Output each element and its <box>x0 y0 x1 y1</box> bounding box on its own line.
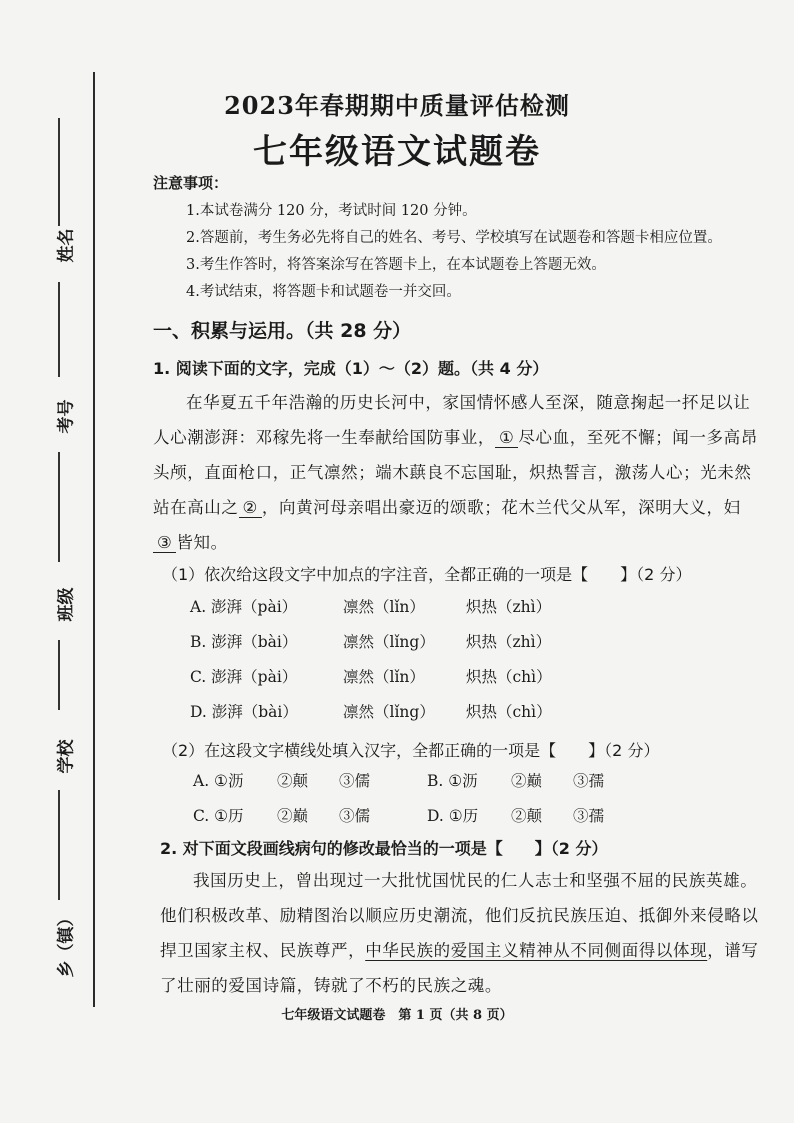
name-label: 姓名 <box>56 228 77 263</box>
notes-item: 2.答题前，考生务必先将自己的姓名、考号、学校填写在试题卷和答题卡相应位置。 <box>186 230 722 246</box>
question-1-stem: 1. 阅读下面的文字，完成（1）～（2）题。（共 4 分） <box>153 359 549 378</box>
exam-subtitle: 七年级语文试题卷 <box>253 132 541 172</box>
underlined-sentence: 中华民族的爱国主义精神从不同侧面得以体现 <box>365 941 708 960</box>
class-label: 班级 <box>56 587 77 622</box>
option-text: 炽热（chì） <box>466 668 552 686</box>
option-text: C. ①历 <box>193 807 244 825</box>
option-text: D. 澎湃（bài） <box>190 703 298 721</box>
option-text: 炽热（zhì） <box>466 633 552 651</box>
option-text: 凛然（lǐng） <box>343 703 435 721</box>
town-field-line <box>58 790 60 900</box>
option-text: B. ①沥 <box>427 772 478 790</box>
option-row <box>190 590 764 625</box>
passage-text: 尽心血，至死不懈；闻一多高昂头颅，直面枪口，正气凛然；端木蕻良不忘国耻，炽热誓言，激荡人心；光未然站在高山之 <box>153 428 758 517</box>
option-row <box>193 799 764 834</box>
class-field-line <box>58 452 60 562</box>
notes-list <box>153 198 764 306</box>
option-text: C. 澎湃（pài） <box>190 668 298 686</box>
sub-question-1-options <box>190 590 764 730</box>
option-row <box>193 764 764 799</box>
option-row <box>190 695 764 730</box>
section-heading: 一、积累与运用。（共 28 分） <box>153 320 412 342</box>
option-text: 炽热（zhì） <box>466 598 552 616</box>
sub-question-2-stem: （2）在这段文字横线处填入汉字，全都正确的一项是【 】（2 分） <box>162 741 660 760</box>
option-text: 凛然（lǐng） <box>343 633 435 651</box>
passage-text: ，向黄河母亲唱出豪迈的颂歌；花木兰代父从军，深明大义，妇 <box>261 498 741 517</box>
passage-text: 在华夏五千年浩瀚的历史长河中，家国情怀感人至深，随意掬起一抔足以让人心潮澎湃：邓稼先将一生奉献给国防事业， <box>153 393 751 447</box>
option-text: ③儒 <box>339 772 371 790</box>
option-text: 炽热（chì） <box>466 703 552 721</box>
option-text: D. ①历 <box>427 807 479 825</box>
school-field-line <box>58 640 60 710</box>
option-text: ②巅 <box>511 772 543 790</box>
exam-no-label: 考号 <box>56 399 77 434</box>
passage-text: ，谱写了壮丽的爱国诗篇，铸就了不朽的民族之魂。 <box>160 941 759 995</box>
sub-question-2-options <box>193 764 764 834</box>
page-footer: 七年级语文试题卷 第 1 页（共 8 页） <box>281 1008 513 1023</box>
option-row <box>190 660 764 695</box>
notes-item: 1.本试卷满分 120 分，考试时间 120 分钟。 <box>186 203 477 219</box>
notes-item: 3.考生作答时，将答案涂写在答题卡上，在本试题卷上答题无效。 <box>186 257 606 273</box>
question-2-stem: 2. 对下面文段画线病句的修改最恰当的一项是【 】（2 分） <box>160 839 608 858</box>
option-text: 凛然（lǐn） <box>343 598 425 616</box>
binding-line <box>93 72 95 1007</box>
exam-no-field-line <box>58 282 60 377</box>
school-label: 学校 <box>56 739 77 774</box>
question-1-passage <box>153 385 764 560</box>
option-text: A. 澎湃（pài） <box>190 598 298 616</box>
option-text: 凛然（lǐn） <box>343 668 425 686</box>
blank-2: ② <box>239 498 262 518</box>
option-text: ③孺 <box>573 807 605 825</box>
notes-item: 4.考试结束，将答题卡和试题卷一并交回。 <box>186 284 461 300</box>
blank-1: ① <box>495 428 518 448</box>
passage-text: 我国历史上，曾出现过一大批忧国忧民的仁人志士和坚强不屈的民族英雄。他们积极改革、励精图治以顺应历史潮流，他们反抗民族压迫、抵御外来侵略以捍卫国家主权、民族尊严， <box>160 871 759 960</box>
option-text: B. 澎湃（bài） <box>190 633 298 651</box>
option-text: ②颠 <box>277 772 309 790</box>
blank-3: ③ <box>153 533 176 553</box>
option-text: A. ①沥 <box>193 772 244 790</box>
option-row <box>190 625 764 660</box>
option-text: ②颠 <box>511 807 543 825</box>
town-label: 乡（镇） <box>56 909 77 978</box>
option-text: ②巅 <box>277 807 309 825</box>
exam-title: 2023年春期期中质量评估检测 <box>224 91 570 120</box>
notes-heading: 注意事项： <box>153 174 229 192</box>
question-2-passage <box>160 863 764 1003</box>
option-text: ③儒 <box>339 807 371 825</box>
option-text: ③孺 <box>573 772 605 790</box>
sub-question-1-stem: （1）依次给这段文字中加点的字注音，全都正确的一项是【 】（2 分） <box>162 565 692 584</box>
passage-text: 皆知。 <box>176 533 228 552</box>
